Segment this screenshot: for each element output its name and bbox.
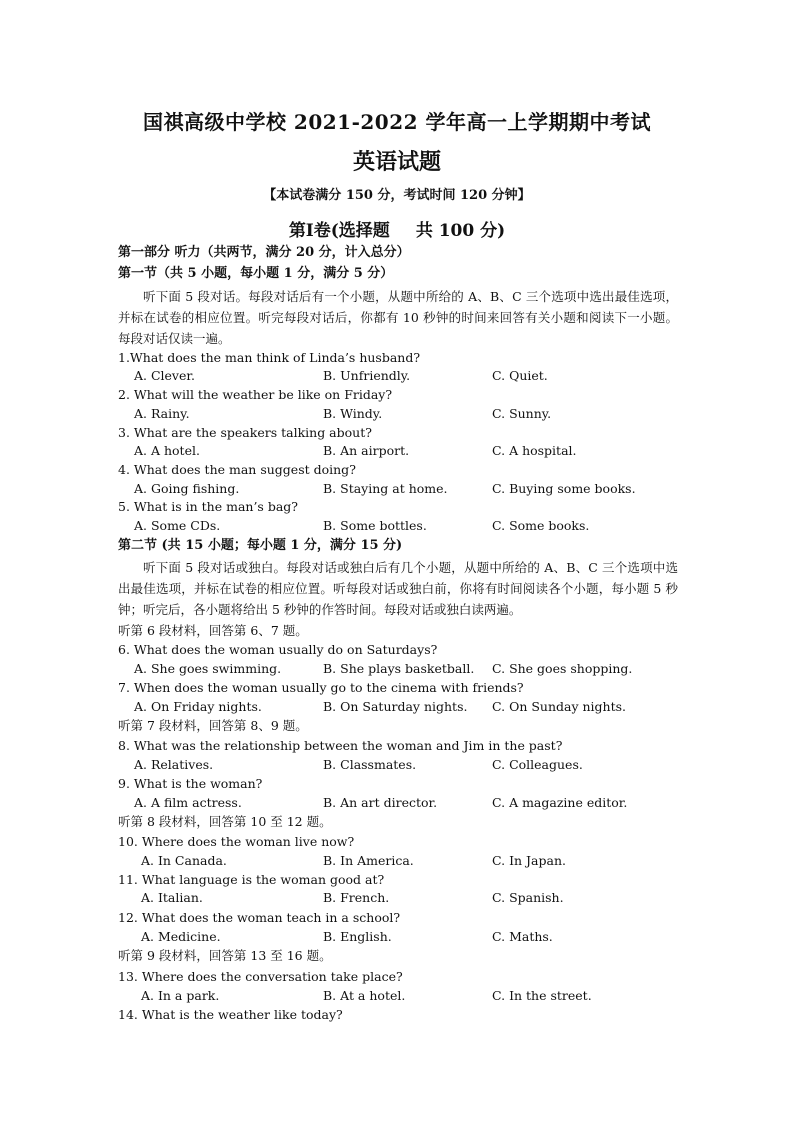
option-a: A. A hotel. <box>134 443 200 458</box>
option-b: B. Classmates. <box>323 757 417 772</box>
option-b: B. Some bottles. <box>323 518 427 533</box>
volume-heading-part2: 共 100 分) <box>415 221 506 241</box>
option-c: C. Maths. <box>492 929 553 944</box>
option-c: C. Some books. <box>492 518 590 533</box>
option-c: C. Sunny. <box>492 406 552 421</box>
option-a: A. Some CDs. <box>134 518 221 533</box>
option-c: C. Quiet. <box>492 368 548 383</box>
question-9: 9. What is the woman? <box>118 776 263 791</box>
option-a: A. On Friday nights. <box>134 699 262 714</box>
option-b: B. Windy. <box>323 406 383 421</box>
question-3: 3. What are the speakers talking about? <box>118 425 372 440</box>
option-b: B. French. <box>323 890 390 905</box>
question-5: 5. What is in the man’s bag? <box>118 499 298 514</box>
material-8-note: 听第 8 段材料，回答第 10 至 12 题。 <box>118 814 332 829</box>
question-10: 10. Where does the woman live now? <box>118 834 355 849</box>
section2-heading: 第二节 (共 15 小题；每小题 1 分，满分 15 分) <box>118 538 403 553</box>
question-7: 7. When does the woman usually go to the cinema with friends? <box>118 680 524 695</box>
question-14: 14. What is the weather like today? <box>118 1007 343 1022</box>
option-a: A. Relatives. <box>134 757 214 772</box>
option-b: B. At a hotel. <box>323 988 406 1003</box>
option-c: C. In Japan. <box>492 853 566 868</box>
volume-heading-part1: 第Ⅰ卷(选择题 <box>288 221 390 241</box>
question-2: 2. What will the weather be like on Friday? <box>118 387 393 402</box>
option-a: A. Italian. <box>141 890 203 905</box>
option-a: A. Going fishing. <box>134 481 240 496</box>
exam-title: 国祺高级中学校 2021-2022 学年高一上学期期中考试 <box>142 110 652 134</box>
material-6-note: 听第 6 段材料，回答第 6、7 题。 <box>118 623 308 638</box>
question-4: 4. What does the man suggest doing? <box>118 462 356 477</box>
option-b: B. Staying at home. <box>323 481 448 496</box>
subject-title: 英语试题 <box>352 149 441 175</box>
question-13: 13. Where does the conversation take place? <box>118 969 403 984</box>
option-a: A. She goes swimming. <box>134 661 282 676</box>
question-6: 6. What does the woman usually do on Saturdays? <box>118 642 438 657</box>
part1-heading: 第一部分 听力（共两节，满分 20 分，计入总分） <box>118 245 410 260</box>
option-c: C. A magazine editor. <box>492 795 628 810</box>
option-c: C. Spanish. <box>492 890 564 905</box>
section1-instructions: 听下面 5 段对话。每段对话后有一个小题，从题中所给的 A、B、C 三个选项中选出最佳选项，并标在试卷的相应位置。听完每段对话后，你都有 10 秒钟的时间来回答有关小题和阅读下一小题。每段对话仅读一遍。 <box>118 289 678 346</box>
option-b: B. In America. <box>323 853 414 868</box>
option-c: C. A hospital. <box>492 443 577 458</box>
option-c: C. In the street. <box>492 988 592 1003</box>
question-11: 11. What language is the woman good at? <box>118 872 385 887</box>
option-b: B. Unfriendly. <box>323 368 411 383</box>
exam-note: 【本试卷满分 150 分，考试时间 120 分钟】 <box>263 188 531 203</box>
option-b: B. An airport. <box>323 443 410 458</box>
option-a: A. A film actress. <box>134 795 242 810</box>
volume-heading <box>0 216 794 241</box>
option-b: B. She plays basketball. <box>323 661 475 676</box>
option-c: C. Buying some books. <box>492 481 636 496</box>
question-12: 12. What does the woman teach in a school? <box>118 910 401 925</box>
option-a: A. Medicine. <box>141 929 221 944</box>
question-1: 1.What does the man think of Linda’s husband? <box>118 350 421 365</box>
option-a: A. Rainy. <box>134 406 190 421</box>
material-9-note: 听第 9 段材料，回答第 13 至 16 题。 <box>118 948 332 963</box>
question-8: 8. What was the relationship between the woman and Jim in the past? <box>118 738 563 753</box>
section1-heading: 第一节（共 5 小题，每小题 1 分，满分 5 分） <box>118 266 394 281</box>
option-b: B. On Saturday nights. <box>323 699 468 714</box>
option-b: B. An art director. <box>323 795 438 810</box>
option-a: A. In a park. <box>141 988 220 1003</box>
option-c: C. She goes shopping. <box>492 661 633 676</box>
option-c: C. Colleagues. <box>492 757 583 772</box>
option-b: B. English. <box>323 929 392 944</box>
option-a: A. In Canada. <box>141 853 227 868</box>
material-7-note: 听第 7 段材料，回答第 8、9 题。 <box>118 718 308 733</box>
option-a: A. Clever. <box>134 368 195 383</box>
option-c: C. On Sunday nights. <box>492 699 627 714</box>
section2-instructions: 听下面 5 段对话或独白。每段对话或独白后有几个小题，从题中所给的 A、B、C 三个选项中选出最佳选项，并标在试卷的相应位置。听每段对话或独白前，你将有时间阅读各个小题，每小题 5 秒钟；听完后，各小题将给出 5 秒钟的作答时间。每段对话或独白读两遍。 <box>118 560 678 617</box>
